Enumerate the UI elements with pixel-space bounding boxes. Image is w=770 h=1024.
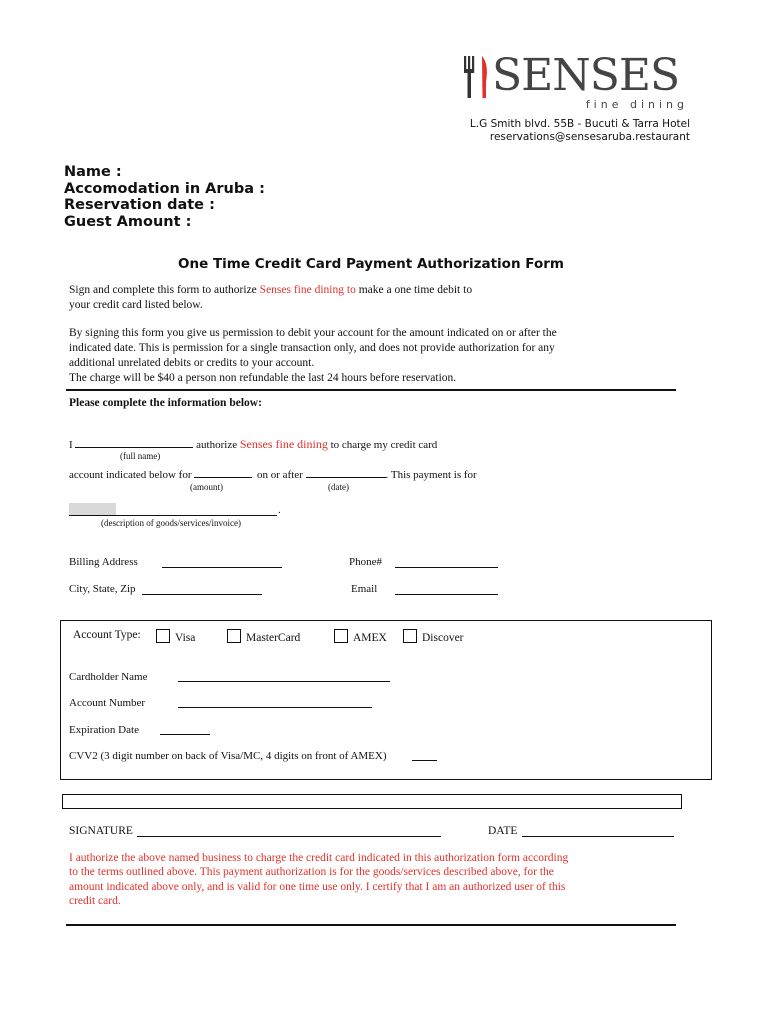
divider-top [66, 389, 676, 391]
description-caption: (description of goods/services/invoice) [101, 518, 241, 528]
blank-box [62, 794, 682, 809]
discover-label: Discover [422, 632, 464, 644]
permission-line2: indicated date. This is permission for a single transaction only, and does not provide authorization for any [69, 342, 555, 354]
date-caption: (date) [328, 482, 349, 492]
email-field[interactable] [395, 594, 498, 595]
logo-tagline: fine dining [585, 98, 688, 111]
permission-text [69, 326, 557, 386]
intro-part2: make a one time debit to [358, 284, 473, 296]
date-field[interactable] [306, 477, 386, 478]
disclaimer-line2: to the terms outlined above. This payment authorization is for the goods/services described above, for the [69, 866, 554, 879]
account-type-row [73, 629, 693, 645]
visa-checkbox[interactable] [156, 629, 170, 643]
amount-caption: (amount) [190, 482, 223, 492]
intro-line2: your credit card listed below. [69, 299, 203, 311]
mastercard-checkbox[interactable] [227, 629, 241, 643]
intro-text [69, 283, 472, 313]
fork-knife-icon [462, 52, 496, 102]
payment-for-text: . This payment is for [385, 469, 477, 481]
guest-amount-label: Guest Amount : [64, 213, 192, 230]
restaurant-email: reservations@sensesaruba.restaurant [489, 131, 690, 143]
intro-business: Senses fine dining to [259, 284, 356, 296]
date-label: DATE [488, 825, 518, 837]
phone-label: Phone# [349, 556, 382, 568]
signature-label: SIGNATURE [69, 825, 133, 837]
authorize-business: Senses fine dining [239, 437, 328, 451]
permission-line3: additional unrelated debits or credits to your account. [69, 357, 315, 369]
divider-bottom [66, 924, 676, 926]
signature-field[interactable] [137, 836, 441, 837]
disclaimer-line3: amount indicated above only, and is valid for one time use only. I certify that I am an authorized user of this [69, 880, 566, 893]
expiration-field[interactable] [160, 734, 210, 735]
permission-line1: By signing this form you give us permission to debit your account for the amount indicated on or after the [69, 327, 557, 339]
billing-address-field[interactable] [162, 567, 282, 568]
phone-field[interactable] [395, 567, 498, 568]
discover-option[interactable] [403, 629, 464, 644]
guest-fields [64, 164, 265, 230]
reservation-date-label: Reservation date : [64, 197, 215, 213]
expiration-label: Expiration Date [69, 724, 139, 736]
logo-wordmark: SENSES [492, 50, 680, 101]
permission-line4: The charge will be $40 a person non refundable the last 24 hours before reservation. [69, 372, 457, 384]
full-name-field[interactable] [75, 447, 193, 448]
intro-part1: Sign and complete this form to authorize [69, 284, 257, 296]
discover-checkbox[interactable] [403, 629, 417, 643]
restaurant-address: L.G Smith blvd. 55B - Bucuti & Tarra Hotel [469, 118, 690, 130]
description-field[interactable] [69, 503, 277, 516]
mastercard-option[interactable] [227, 629, 300, 644]
description-period: . [278, 504, 281, 516]
billing-address-label: Billing Address [69, 556, 138, 568]
visa-option[interactable] [156, 629, 195, 644]
authorize-line [69, 437, 437, 452]
full-name-caption: (full name) [120, 451, 161, 461]
signature-date-field[interactable] [522, 836, 674, 837]
on-or-after-text: on or after [256, 469, 303, 481]
disclaimer [69, 851, 568, 909]
visa-label: Visa [175, 632, 196, 644]
amount-field[interactable] [194, 477, 252, 478]
mastercard-label: MasterCard [246, 632, 301, 644]
logo [462, 50, 694, 112]
amex-option[interactable] [334, 629, 387, 644]
city-label: City, State, Zip [69, 583, 136, 595]
disclaimer-line4: credit card. [69, 895, 121, 908]
account-number-label: Account Number [69, 697, 146, 709]
email-label: Email [351, 583, 378, 595]
description-shade [69, 503, 116, 515]
cardholder-label: Cardholder Name [69, 671, 148, 683]
authorize-word: authorize [196, 439, 238, 451]
complete-heading: Please complete the information below: [69, 397, 262, 409]
cvv-field[interactable] [412, 760, 437, 761]
account-number-field[interactable] [178, 707, 372, 708]
accommodation-label: Accomodation in Aruba : [64, 180, 265, 197]
city-field[interactable] [142, 594, 262, 595]
name-label: Name : [64, 164, 122, 180]
cvv-label: CVV2 (3 digit number on back of Visa/MC, 4 digits on front of AMEX) [69, 750, 387, 762]
authorize-i: I [69, 439, 73, 451]
amex-checkbox[interactable] [334, 629, 348, 643]
authorize-charge: to charge my credit card [330, 439, 438, 451]
form-title: One Time Credit Card Payment Authorization Form [178, 256, 564, 272]
cardholder-field[interactable] [178, 681, 390, 682]
account-line [69, 469, 477, 481]
account-text: account indicated below for [69, 469, 192, 481]
account-type-label: Account Type: [73, 629, 141, 641]
amex-label: AMEX [353, 632, 387, 644]
disclaimer-line1: I authorize the above named business to charge the credit card indicated in this authorization form according [69, 852, 569, 864]
